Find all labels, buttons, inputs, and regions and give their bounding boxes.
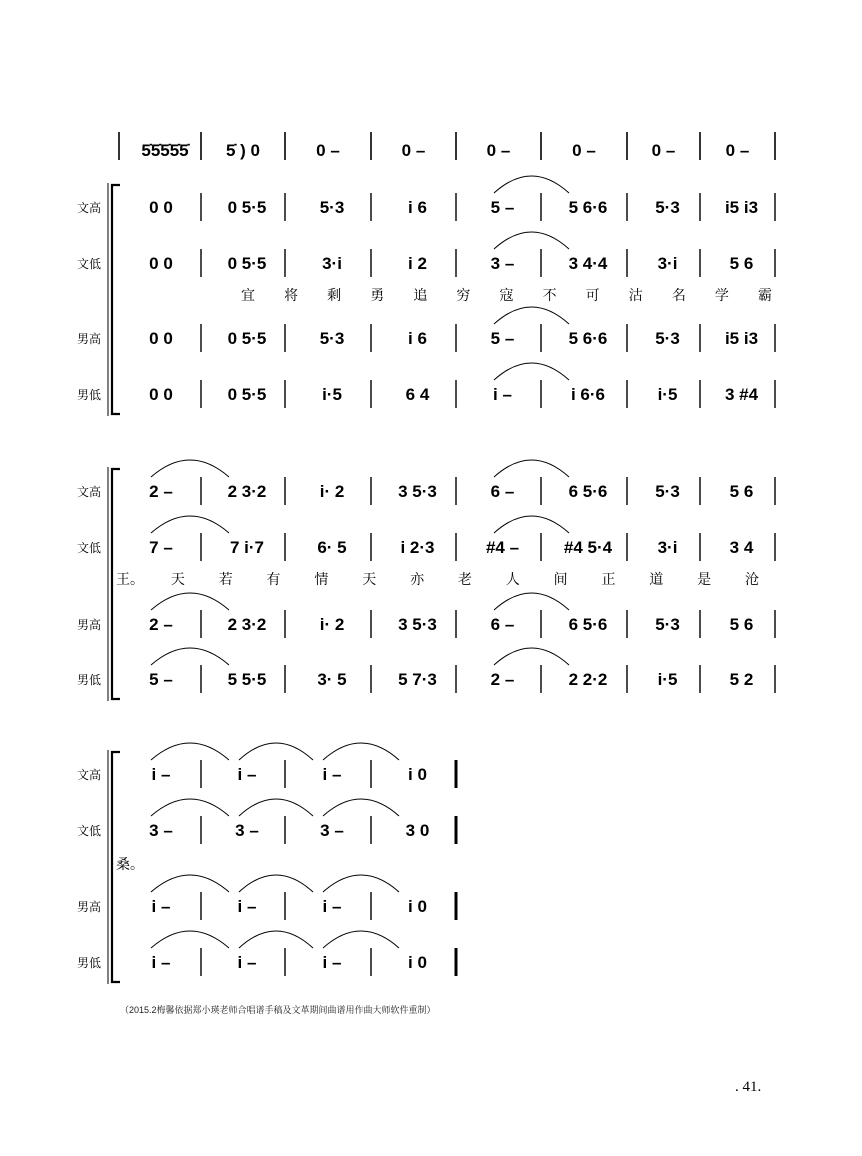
measure-notes: 5 5·5	[227, 670, 267, 689]
measure-notes: i –	[237, 953, 257, 972]
measure-notes: #4 5·4	[563, 538, 613, 557]
lyric-char: 正	[601, 572, 616, 588]
measure-notes: i –	[322, 765, 342, 784]
system-bracket	[112, 185, 120, 414]
footer-note: （2015.2梅馨依据郑小瑛老师合唱谱手稿及文革期间曲谱用作曲大师软件重制）	[120, 1005, 436, 1015]
lyric-char: 宜	[241, 288, 255, 304]
lyric-char: 天	[362, 572, 377, 588]
measure-notes: 3 5·3	[398, 482, 437, 501]
measure-notes: i –	[237, 897, 257, 916]
tie-arc	[151, 875, 229, 892]
measure-notes: 5 6·6	[568, 329, 608, 348]
measure-notes: 5·3	[655, 329, 680, 348]
lyric-char: 沽	[628, 288, 643, 304]
measure-notes: 5 6	[729, 482, 754, 501]
measure-notes: i5 i3	[724, 329, 759, 348]
measure-notes: 6 4	[405, 385, 430, 404]
measure-notes: i 0	[408, 765, 427, 784]
part-label: 文低	[77, 824, 102, 838]
measure-notes: 3 –	[320, 821, 344, 840]
measure-notes: 5 –	[149, 670, 173, 689]
measure-notes: 3 –	[490, 254, 515, 273]
lyric-char: 名	[671, 288, 686, 304]
measure-notes: 3 #4	[724, 385, 759, 404]
measure-notes: 3·i	[322, 254, 342, 273]
measure-notes: 2 –	[490, 670, 515, 689]
lyric-char: 道	[649, 572, 664, 588]
tie-arc	[239, 931, 313, 948]
part-label: 男高	[77, 332, 102, 346]
lyric-char: 不	[542, 288, 557, 304]
measure-notes: i 2	[408, 254, 427, 273]
measure-notes: 0 0	[149, 385, 173, 404]
tie-arc	[151, 931, 229, 948]
measure-notes: 5̇5̇5̇5̇5̇	[141, 141, 189, 160]
part-label: 男高	[77, 900, 102, 914]
lyric-char: 情	[314, 572, 329, 588]
measure-notes: 2 –	[149, 482, 173, 501]
measure-notes: 5·3	[655, 198, 680, 217]
measure-notes: i 6·6	[570, 385, 606, 404]
part-label: 文高	[77, 768, 102, 782]
measure-notes: i –	[151, 765, 171, 784]
tie-arc	[151, 648, 229, 665]
measure-notes: i 0	[408, 953, 427, 972]
tie-arc	[239, 799, 313, 816]
measure-notes: i –	[151, 953, 171, 972]
measure-notes: 2 –	[149, 615, 173, 634]
lyric-char: 桑。	[116, 857, 144, 873]
measure-notes: 3 4	[729, 538, 754, 557]
measure-notes: i·5	[657, 385, 678, 404]
part-label: 文低	[77, 541, 102, 555]
tie-arc	[151, 743, 229, 760]
lyric-char: 将	[284, 288, 299, 304]
tie-arc	[494, 648, 569, 665]
measure-notes: 6 5·6	[568, 615, 608, 634]
measure-notes: i –	[237, 765, 257, 784]
lyric-char: 人	[505, 572, 520, 588]
tie-arc	[323, 875, 399, 892]
measure-notes: 6 5·6	[568, 482, 608, 501]
measure-notes: 7 i·7	[229, 538, 265, 557]
measure-notes: i 6	[408, 198, 427, 217]
measure-notes: 2 3·2	[227, 482, 267, 501]
measure-notes: 3·i	[657, 254, 678, 273]
measure-notes: 0 0	[149, 254, 173, 273]
lyric-char: 勇	[370, 288, 385, 304]
measure-notes: 6 –	[490, 615, 515, 634]
measure-notes: i 6	[408, 329, 427, 348]
measure-notes: 5 –	[490, 198, 515, 217]
measure-notes: 0 5·5	[227, 254, 267, 273]
part-label: 男低	[77, 388, 102, 402]
part-label: 男低	[77, 673, 102, 687]
tie-arc	[239, 743, 313, 760]
measure-notes: i –	[322, 897, 342, 916]
lyric-char: 是	[697, 572, 712, 588]
lyric-char: 学	[714, 288, 729, 304]
lyric-char: 有	[266, 572, 281, 588]
lyric-char: 亦	[410, 572, 425, 588]
measure-notes: 0 –	[316, 141, 340, 160]
part-label: 男高	[77, 618, 102, 632]
lyric-char: 若	[218, 572, 233, 588]
tie-arc	[494, 593, 569, 610]
tie-arc	[239, 875, 313, 892]
tie-arc	[494, 516, 569, 533]
tie-arc	[151, 460, 229, 477]
measure-notes: 5 6	[729, 254, 754, 273]
measure-notes: 2 2·2	[568, 670, 608, 689]
page-number: . 41.	[735, 1079, 762, 1095]
measure-notes: 7 –	[149, 538, 173, 557]
measure-notes: 5·3	[655, 615, 680, 634]
measure-notes: i· 2	[319, 482, 345, 501]
measure-notes: 3·i	[657, 538, 678, 557]
lyric-char: 霸	[758, 288, 772, 304]
measure-notes: #4 –	[485, 538, 520, 557]
tie-arc	[151, 516, 229, 533]
measure-notes: 0 5·5	[227, 329, 267, 348]
lyric-char: 沧	[745, 572, 759, 588]
measure-notes: 5·3	[655, 482, 680, 501]
part-label: 男低	[77, 956, 102, 970]
tie-arc	[151, 593, 229, 610]
measure-notes: 0 5·5	[227, 198, 267, 217]
measure-notes: 3· 5	[317, 670, 347, 689]
lyric-char: 寇	[499, 288, 514, 304]
measure-notes: 3 –	[235, 821, 259, 840]
measure-notes: 5̇ ) 0	[225, 141, 261, 160]
measure-notes: i·5	[322, 385, 342, 404]
part-label: 文高	[77, 201, 102, 215]
measure-notes: 0 –	[401, 141, 426, 160]
measure-notes: i –	[322, 953, 342, 972]
measure-notes: 3 4·4	[568, 254, 608, 273]
measure-notes: i –	[493, 385, 512, 404]
measure-notes: 0 –	[572, 141, 596, 160]
measure-notes: 3 0	[405, 821, 430, 840]
measure-notes: 3 5·3	[398, 615, 437, 634]
tie-arc	[323, 799, 399, 816]
measure-notes: i 2·3	[400, 538, 435, 557]
measure-notes: i 0	[408, 897, 427, 916]
tie-arc	[494, 176, 569, 193]
measure-notes: 0 5·5	[227, 385, 267, 404]
measure-notes: i –	[151, 897, 171, 916]
measure-notes: 6· 5	[317, 538, 347, 557]
lyric-char: 穷	[456, 288, 471, 304]
measure-notes: 2 3·2	[227, 615, 267, 634]
measure-notes: i5 i3	[724, 198, 759, 217]
measure-notes: 5 7·3	[398, 670, 437, 689]
tie-arc	[323, 931, 399, 948]
measure-notes: 5 6	[729, 615, 754, 634]
measure-notes: 3 –	[149, 821, 173, 840]
part-label: 文高	[77, 485, 102, 499]
measure-notes: 0 –	[486, 141, 511, 160]
tie-arc	[494, 460, 569, 477]
measure-notes: i·5	[657, 670, 678, 689]
measure-notes: 6 –	[490, 482, 515, 501]
lyric-char: 可	[585, 288, 600, 304]
measure-notes: 5 2	[729, 670, 754, 689]
measure-notes: 0 –	[725, 141, 750, 160]
tie-arc	[151, 799, 229, 816]
measure-notes: 0 –	[651, 141, 676, 160]
tie-arc	[494, 232, 569, 249]
lyric-char: 天	[170, 572, 185, 588]
measure-notes: 5 –	[490, 329, 515, 348]
lyric-char: 剩	[327, 288, 342, 304]
lyric-char: 老	[457, 572, 472, 588]
tie-arc	[494, 307, 569, 324]
measure-notes: i· 2	[319, 615, 345, 634]
measure-notes: 0 0	[149, 198, 173, 217]
part-label: 文低	[77, 257, 102, 271]
measure-notes: 5·3	[319, 198, 345, 217]
lyric-char: 追	[413, 288, 428, 304]
lyric-char: 间	[553, 572, 568, 588]
measure-notes: 5 6·6	[568, 198, 608, 217]
measure-notes: 0 0	[149, 329, 173, 348]
tie-arc	[323, 743, 399, 760]
lyric-char: 王。	[116, 572, 144, 588]
measure-notes: 5·3	[319, 329, 345, 348]
tie-arc	[494, 363, 569, 380]
